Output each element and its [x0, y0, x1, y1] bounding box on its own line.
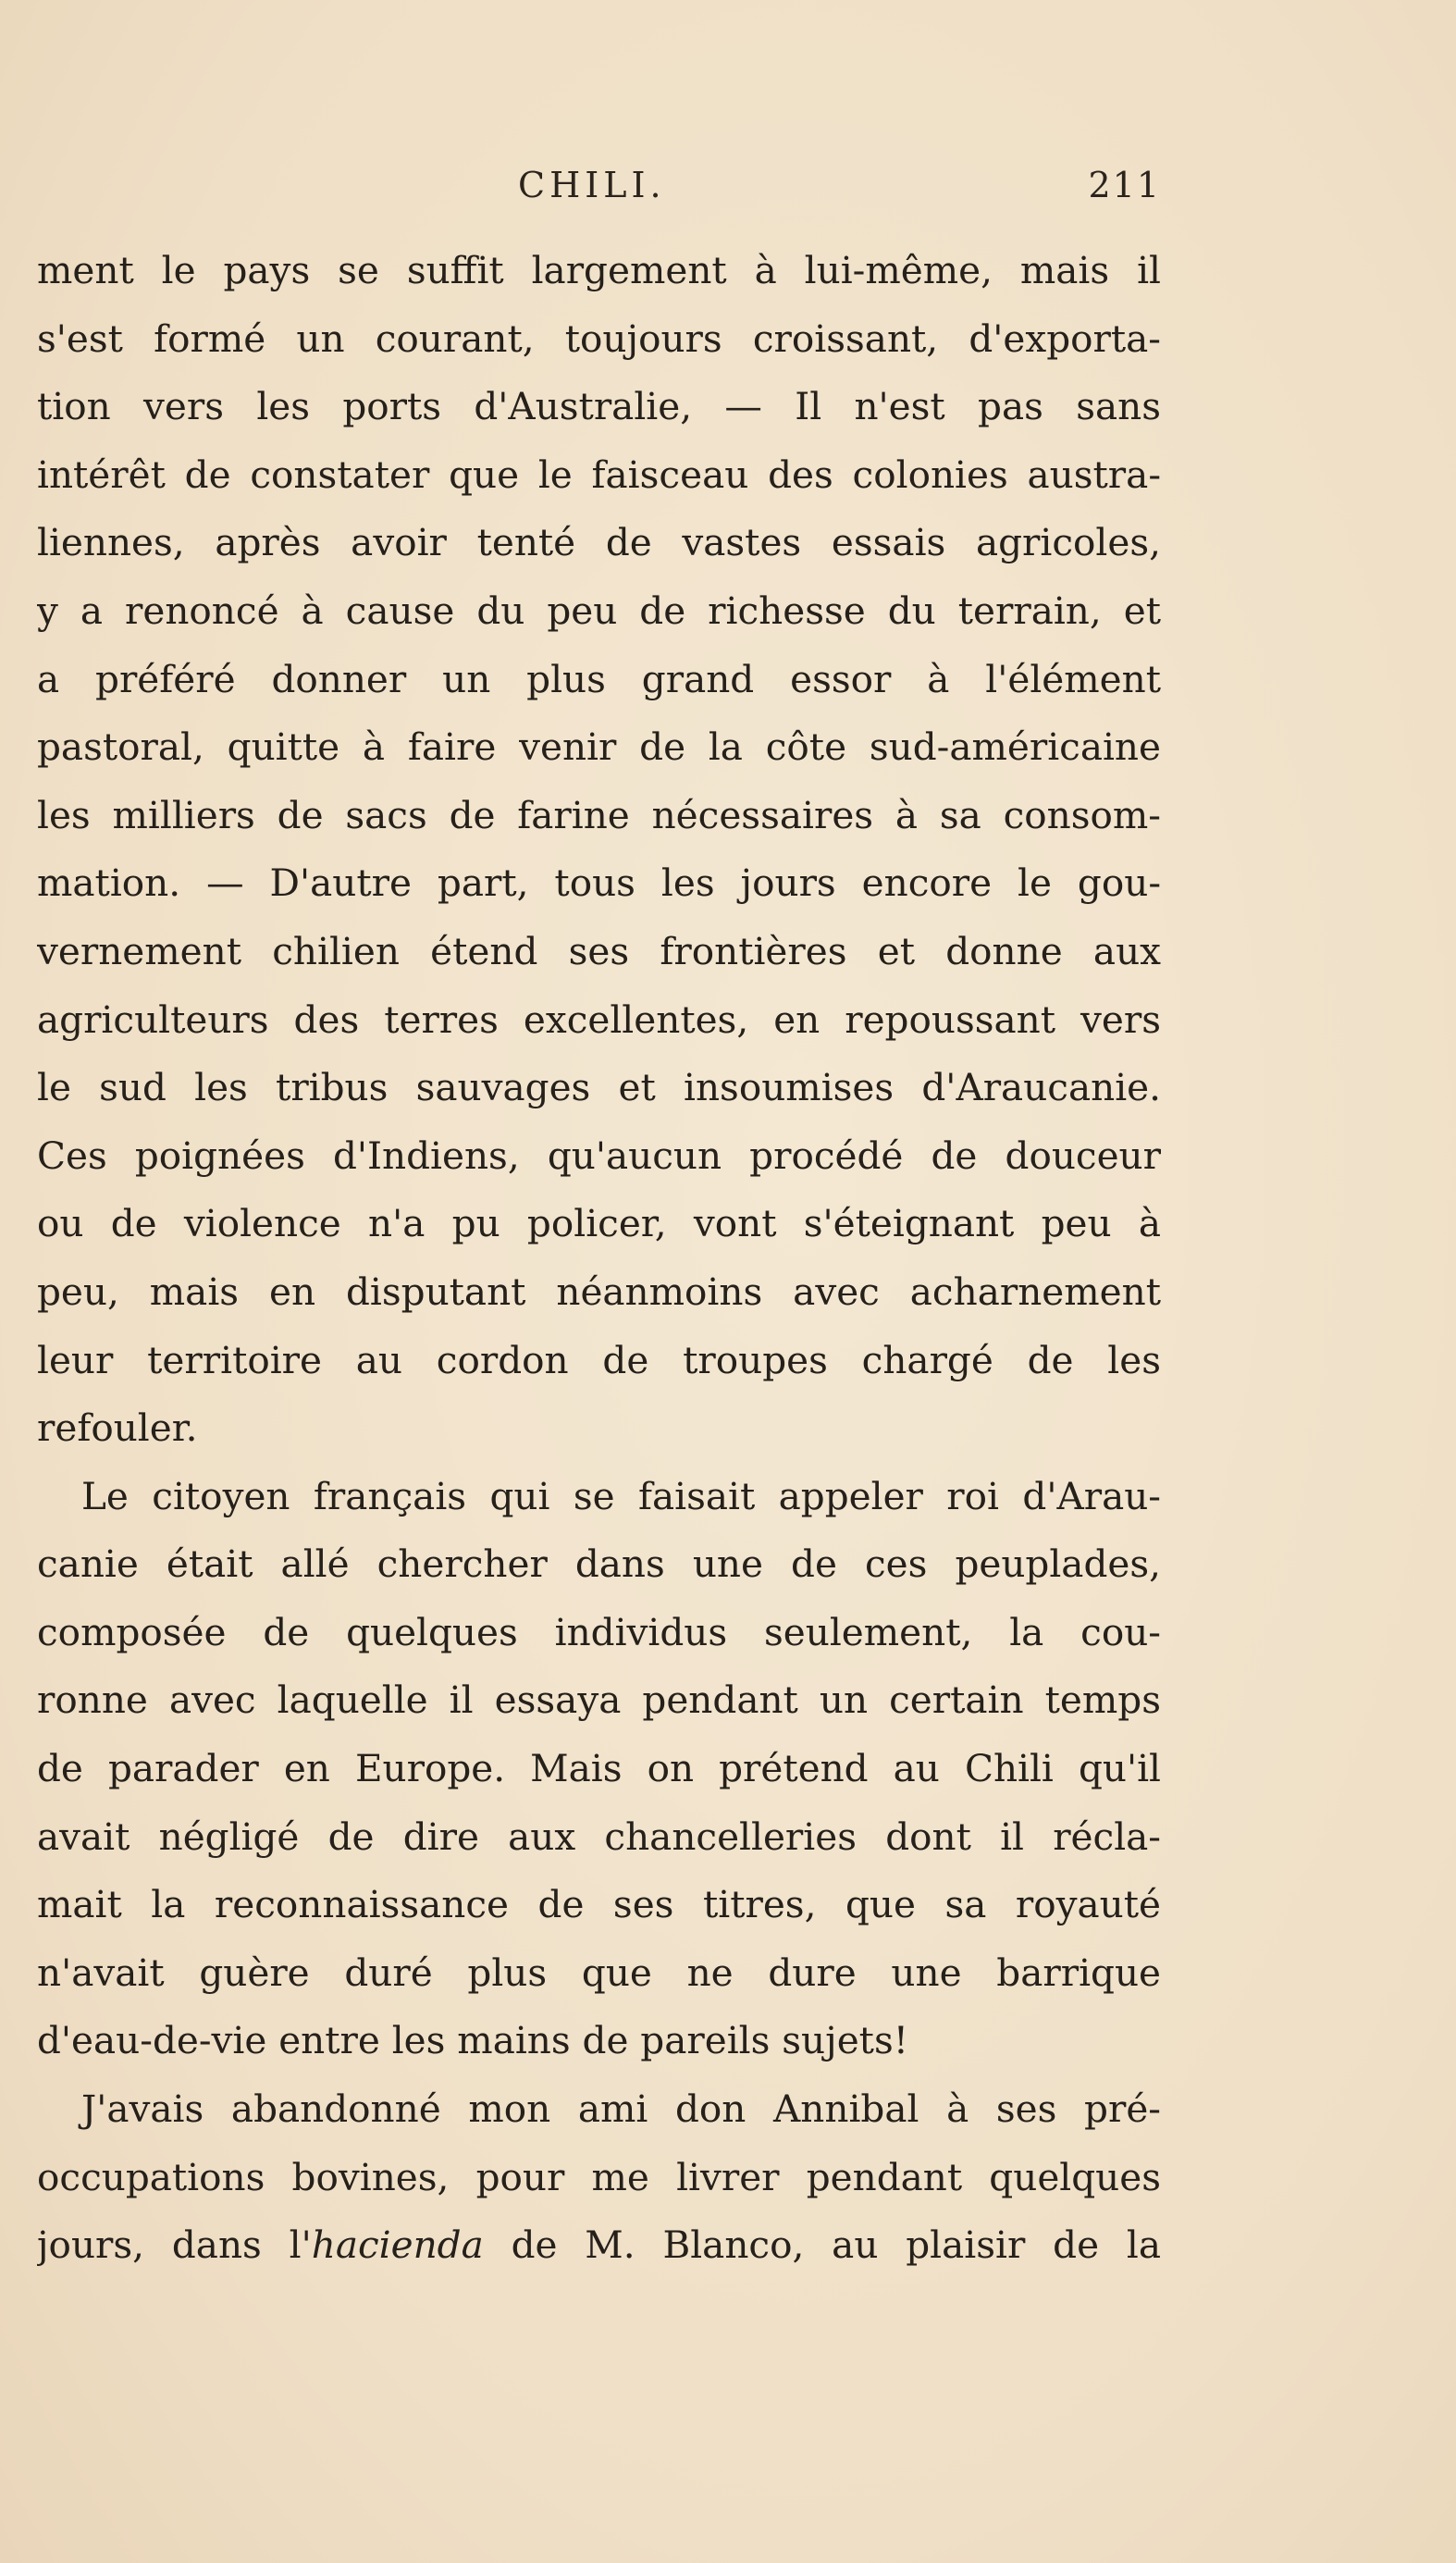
text-line: le sud les tribus sauvages et insoumises d'Araucanie.	[37, 1065, 1161, 1110]
text-line: ou de violence n'a pu policer, vont s'éteignant peu à	[37, 1201, 1161, 1246]
text-line: peu, mais en disputant néanmoins avec acharnement	[37, 1269, 1161, 1314]
text-line: agriculteurs des terres excellentes, en repoussant vers	[37, 997, 1161, 1042]
text-line: les milliers de sacs de farine nécessaires à sa consom-	[37, 792, 1161, 837]
text-line: pastoral, quitte à faire venir de la côte sud-américaine	[37, 724, 1161, 770]
text-line: Ces poignées d'Indiens, qu'aucun procédé de douceur	[37, 1133, 1161, 1178]
text-line: leur territoire au cordon de troupes chargé de les	[37, 1337, 1161, 1382]
text-line: avait négligé de dire aux chancelleries dont il récla-	[37, 1814, 1161, 1859]
text-line: d'eau-de-vie entre les mains de pareils sujets!	[37, 2018, 909, 2063]
text-line: occupations bovines, pour me livrer pendant quelques	[37, 2154, 1161, 2199]
text-line: a préféré donner un plus grand essor à l'élément	[37, 656, 1161, 701]
text-line: tion vers les ports d'Australie, — Il n'est pas sans	[37, 384, 1161, 429]
text-line: vernement chilien étend ses frontières et donne aux	[37, 928, 1161, 973]
text-line: refouler.	[37, 1405, 198, 1451]
text-line: Le citoyen français qui se faisait appeler roi d'Arau-	[81, 1473, 1161, 1518]
text-line: intérêt de constater que le faisceau des colonies austra-	[37, 452, 1161, 497]
text-line: n'avait guère duré plus que ne dure une barrique	[37, 1950, 1161, 1995]
text-run: de M. Blanco, au plaisir de la	[483, 2223, 1161, 2268]
page-number: 211	[1088, 165, 1161, 205]
text-line: de parader en Europe. Mais on prétend au Chili qu'il	[37, 1746, 1161, 1791]
text-line: y a renoncé à cause du peu de richesse du terrain, et	[37, 588, 1161, 633]
running-title: CHILI.	[518, 165, 666, 205]
text-line-last	[37, 2211, 1161, 2280]
text-line: liennes, après avoir tenté de vastes essais agricoles,	[37, 520, 1161, 565]
text-line: mait la reconnaissance de ses titres, que sa royauté	[37, 1882, 1161, 1927]
text-line: J'avais abandonné mon ami don Annibal à ses pré-	[81, 2086, 1161, 2132]
text-line: s'est formé un courant, toujours croissant, d'exporta-	[37, 316, 1161, 361]
text-line: mation. — D'autre part, tous les jours encore le gou-	[37, 861, 1161, 906]
text-line: composée de quelques individus seulement, la cou-	[37, 1609, 1161, 1654]
italic-word: hacienda	[311, 2223, 484, 2268]
page-header	[37, 165, 1161, 220]
text-line: ronne avec laquelle il essaya pendant un certain temps	[37, 1678, 1161, 1723]
text-line: canie était allé chercher dans une de ces peuplades,	[37, 1542, 1161, 1587]
text-run: jours, dans l'	[37, 2223, 312, 2268]
body-text	[37, 237, 1161, 2280]
text-line: ment le pays se suffit largement à lui-même, mais il	[37, 248, 1161, 292]
